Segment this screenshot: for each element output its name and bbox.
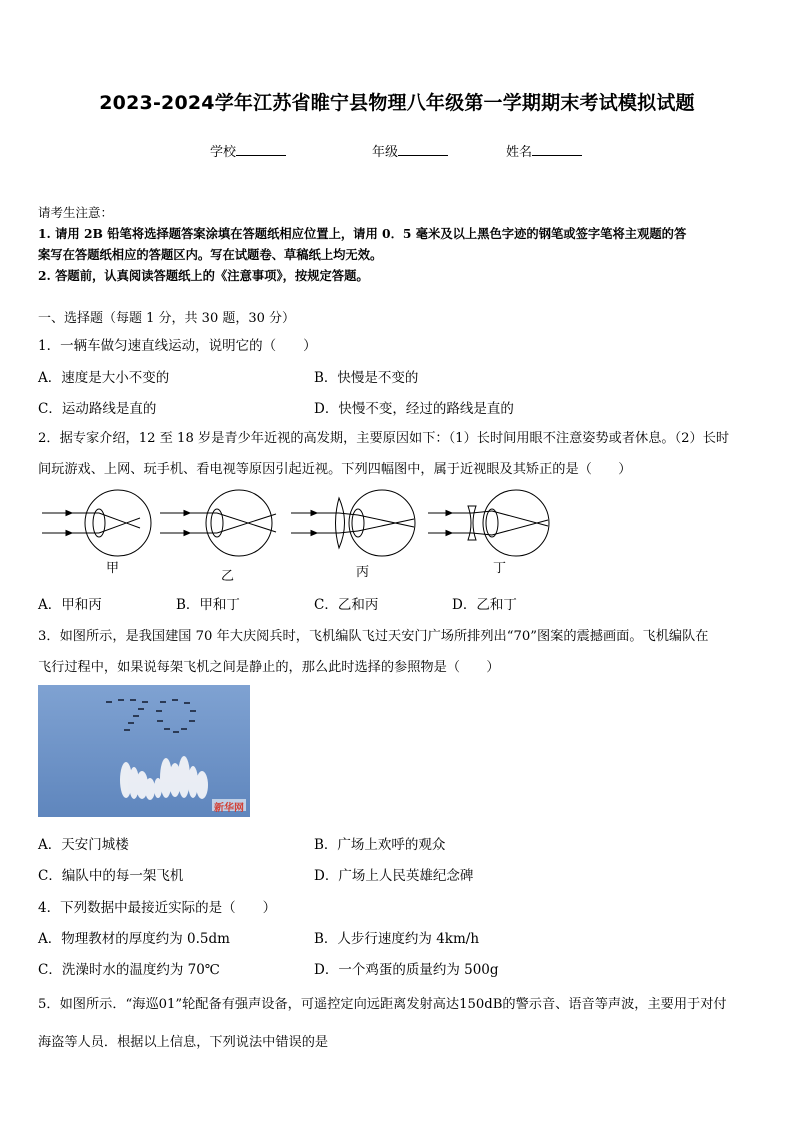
q3-option-d: D．广场上人民英雄纪念碑 [314,868,474,884]
q5-stem-line1: 5．如图所示．“海巡01”轮配备有强声设备，可遥控定向远距离发射高达150dB的警示音、语音等声波，主要用于对付 [38,997,727,1012]
section1-heading: 一、选择题（每题 1 分，共 30 题，30 分） [38,311,296,326]
notice-item1-line2: 案写在答题纸相应的答题区内。写在试题卷、草稿纸上均无效。 [38,247,383,262]
q3-stem-line1: 3．如图所示，是我国建国 70 年大庆阅兵时，飞机编队飞过天安门广场所排列出“70”图案的震撼画面。飞机编队在 [38,629,709,644]
grade-blank [398,143,448,156]
grade-label: 年级 [372,145,399,160]
q4-option-b: B．人步行速度约为 4km/h [314,931,480,947]
q2-stem-line2: 间玩游戏、上网、玩手机、看电视等原因引起近视。下列四幅图中，属于近视眼及其矫正的是（ ） [38,462,632,477]
school-label: 学校 [210,145,237,160]
notice-heading: 请考生注意： [38,205,114,220]
grade-field [372,141,448,160]
q1-option-c: C．运动路线是直的 [38,401,157,417]
q1-stem: 1．一辆车做匀速直线运动，说明它的（ ） [38,338,317,354]
eye-diagram-bing [291,490,415,556]
q1-option-d: D．快慢不变，经过的路线是直的 [314,401,514,417]
parade-photo-graphic [38,685,250,817]
q2-option-a: A．甲和丙 [38,597,102,613]
fig-label-jia: 甲 [106,561,120,576]
q2-option-c: C．乙和丙 [314,597,379,613]
fig-label-bing: 丙 [356,565,370,580]
q2-option-b: B．甲和丁 [176,597,240,613]
name-field [506,141,582,160]
q3-stem-line2: 飞行过程中，如果说每架飞机之间是静止的，那么此时选择的参照物是（ ） [38,660,500,675]
q4-option-d: D．一个鸡蛋的质量约为 500g [314,962,499,978]
q1-option-b: B．快慢是不变的 [314,370,419,386]
name-blank [532,143,582,156]
parade-photo [38,685,250,817]
page-title: 2023-2024学年江苏省睢宁县物理八年级第一学期期末考试模拟试题 [99,92,695,114]
q1-option-a: A．速度是大小不变的 [38,370,170,386]
q3-option-a: A．天安门城楼 [38,837,129,853]
q4-option-a: A．物理教材的厚度约为 0.5dm [38,931,230,947]
eye-diagram-jia [42,490,151,556]
xinhua-watermark: 新华网 [214,803,244,814]
notice-item1-line1: 1. 请用 2B 铅笔将选择题答案涂填在答题纸相应位置上，请用 0．5 毫米及以上黑色字迹的钢笔或签字笔将主观题的答 [38,226,687,241]
q4-option-c: C．洗澡时水的温度约为 70℃ [38,962,220,978]
q3-option-b: B．广场上欢呼的观众 [314,837,446,853]
fig-label-yi: 乙 [221,569,235,584]
q4-stem: 4．下列数据中最接近实际的是（ ） [38,900,277,916]
q5-stem-line2: 海盗等人员．根据以上信息，下列说法中错误的是 [38,1035,329,1050]
school-blank [236,143,286,156]
fig-label-ding: 丁 [493,561,507,576]
q2-stem-line1: 2．据专家介绍，12 至 18 岁是青少年近视的高发期，主要原因如下：（1）长时间用眼不注意姿势或者休息。（2）长时 [38,431,730,446]
q3-option-c: C．编队中的每一架飞机 [38,868,184,884]
notice-item2: 2. 答题前，认真阅读答题纸上的《注意事项》，按规定答题。 [38,268,369,283]
school-field [210,141,286,160]
name-label: 姓名 [506,145,533,160]
eye-diagram-ding [428,490,549,556]
eye-diagram-yi [160,490,276,556]
q2-option-d: D．乙和丁 [452,597,517,613]
